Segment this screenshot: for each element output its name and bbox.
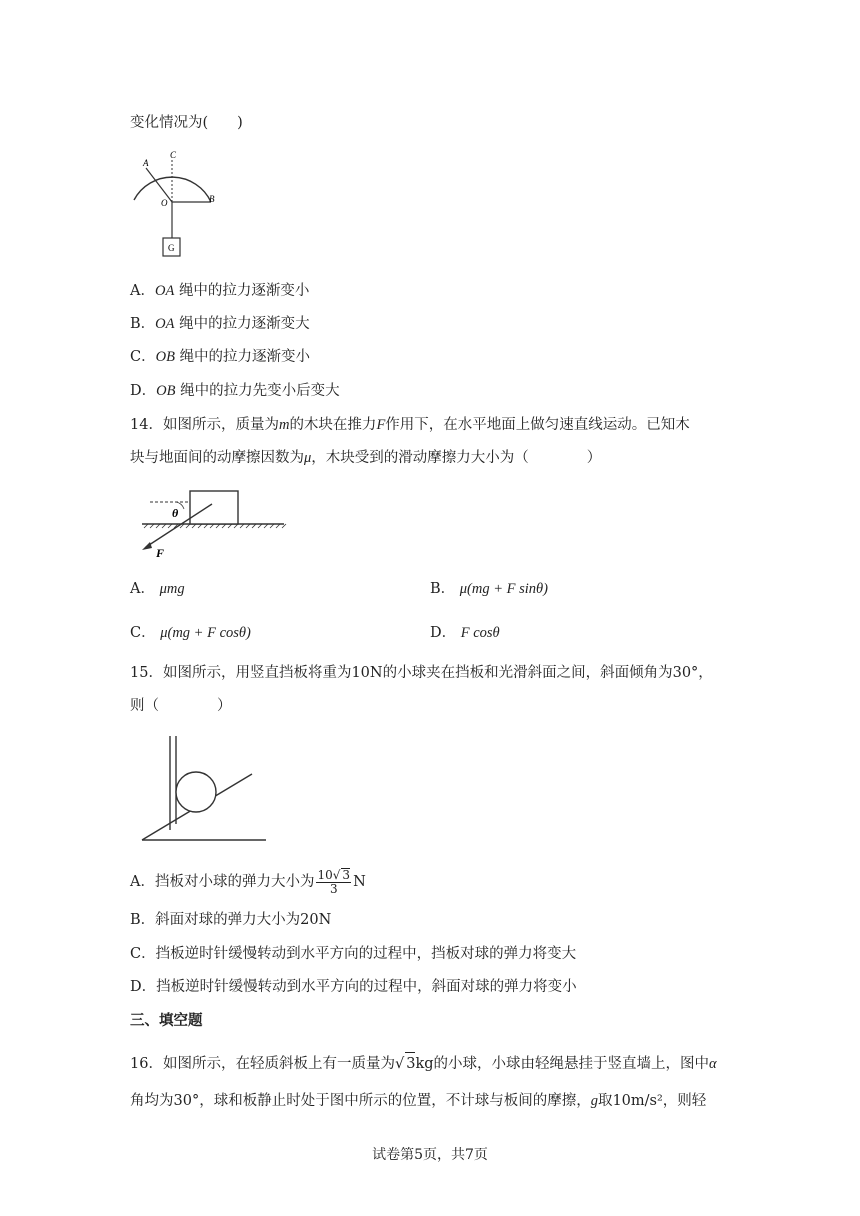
q16-line2: 角均为30°，球和板静止时处于图中所示的位置，不计球与板间的摩擦，g取10m/s²，则轻 — [130, 1093, 707, 1109]
q13-tail-text: 变化情况为( ) — [130, 115, 243, 131]
q15-stem-line2: 则（ ） — [130, 698, 232, 714]
q13-option-c: C．OB 绳中的拉力逐渐变小 — [130, 349, 311, 365]
label-b: B — [209, 194, 215, 204]
label-force: F — [156, 546, 165, 560]
q13-option-a: A．OA 绳中的拉力逐渐变小 — [130, 283, 310, 299]
label-c: C — [170, 150, 177, 160]
q15-option-c: C．挡板逆时针缓慢转动到水平方向的过程中，挡板对球的弹力将变大 — [130, 946, 577, 962]
q16-line1: 16．如图所示，在轻质斜板上有一质量为√ 3kg的小球，小球由轻绳悬挂于竖直墙上，图中α — [130, 1052, 717, 1075]
section-title: 三、填空题 — [130, 1012, 203, 1029]
label-theta: θ — [172, 506, 179, 520]
q15-option-d: D．挡板逆时针缓慢转动到水平方向的过程中，斜面对球的弹力将变小 — [130, 979, 577, 995]
q14-option-c: C． μ(mg + F cosθ) — [130, 625, 251, 641]
q15-option-b: B．斜面对球的弹力大小为20N — [130, 912, 332, 928]
q14-figure-block-force — [138, 484, 288, 559]
q13-option-d: D．OB 绳中的拉力先变小后变大 — [130, 383, 340, 399]
q13-figure-arc-rope — [128, 148, 228, 268]
label-g: G — [168, 243, 175, 253]
q14-option-d: D． F cosθ — [430, 625, 500, 641]
page-footer: 试卷第5页，共7页 — [372, 1147, 488, 1163]
label-o: O — [161, 198, 168, 208]
q14-stem-line1: 14．如图所示，质量为m的木块在推力F作用下，在水平地面上做匀速直线运动。已知木 — [130, 417, 690, 433]
q15-stem-line1: 15．如图所示，用竖直挡板将重为10N的小球夹在挡板和光滑斜面之间，斜面倾角为30°， — [130, 665, 713, 681]
q13-option-b: B．OA 绳中的拉力逐渐变大 — [130, 316, 310, 332]
q14-stem-line2: 块与地面间的动摩擦因数为μ，木块受到的滑动摩擦力大小为（ ） — [130, 450, 602, 466]
fraction: $\frac{10√ 3}{3}$ — [317, 868, 351, 896]
q15-figure-ball-incline — [138, 732, 273, 847]
q14-option-a: A． μmg — [130, 581, 185, 597]
q15-option-a: A．挡板对小球的弹力大小为 $\frac{10√ 3}{3}$ N — [130, 868, 366, 896]
q14-option-b: B． μ(mg + F sinθ) — [430, 581, 548, 597]
label-a: A — [143, 158, 149, 168]
